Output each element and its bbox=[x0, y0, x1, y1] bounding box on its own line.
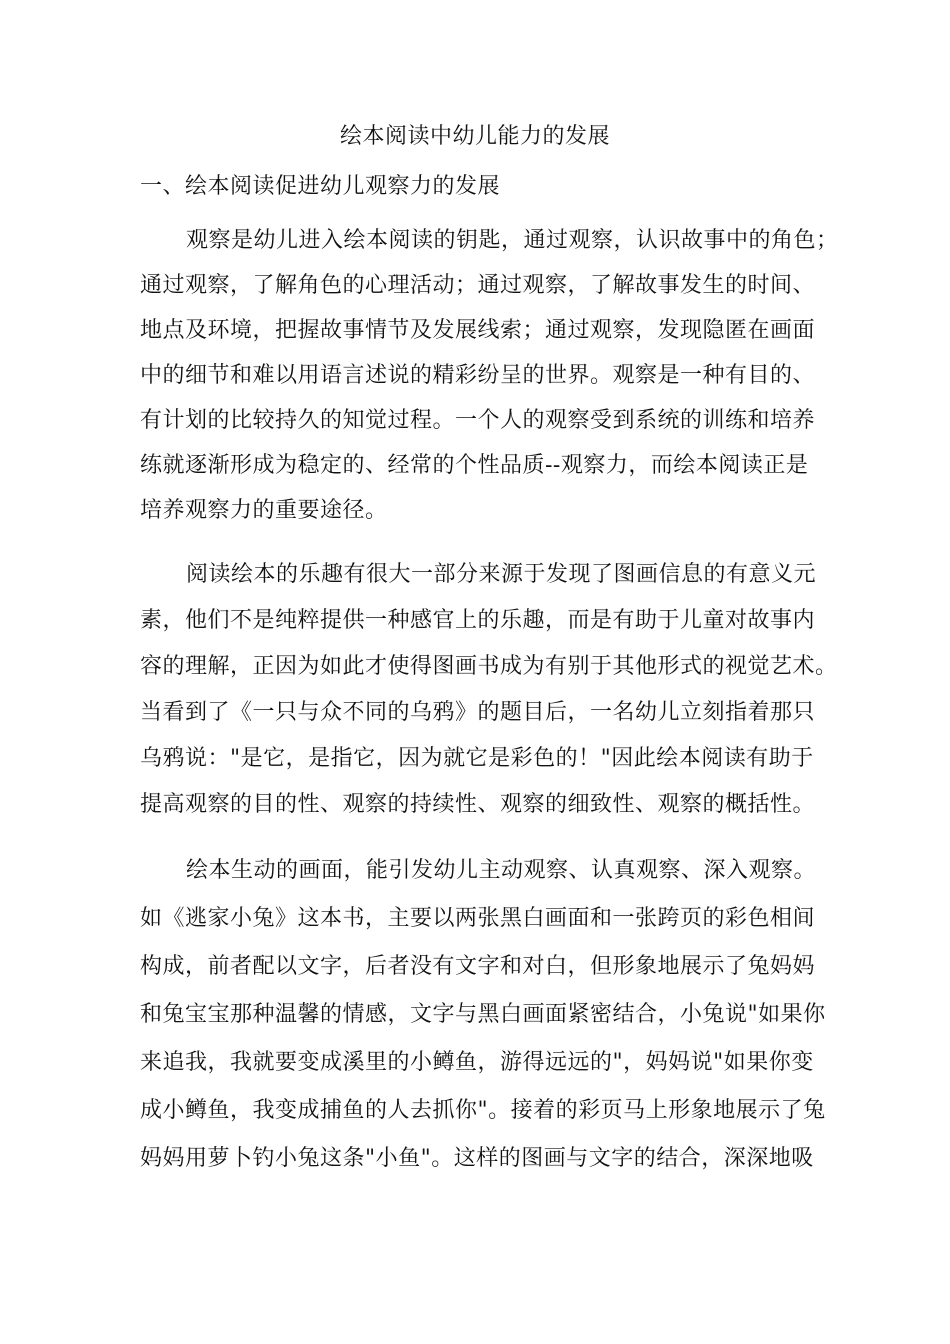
paragraph-line: 通过观察，了解角色的心理活动；通过观察，了解故事发生的时间、 bbox=[140, 273, 816, 298]
paragraph-line: 和兔宝宝那种温馨的情感，文字与黑白画面紧密结合，小兔说"如果你 bbox=[140, 1002, 826, 1027]
paragraph-line: 阅读绘本的乐趣有很大一部分来源于发现了图画信息的有意义元 bbox=[186, 562, 817, 587]
paragraph-line: 练就逐渐形成为稳定的、经常的个性品质--观察力，而绘本阅读正是 bbox=[140, 453, 809, 478]
paragraph-line: 有计划的比较持久的知觉过程。一个人的观察受到系统的训练和培养 bbox=[140, 408, 816, 433]
paragraph-line: 地点及环境，把握故事情节及发展线索；通过观察，发现隐匿在画面 bbox=[140, 318, 816, 343]
paragraph-line: 当看到了《一只与众不同的乌鸦》的题目后，一名幼儿立刻指着那只 bbox=[140, 700, 816, 725]
paragraph-line: 来追我，我就要变成溪里的小鳟鱼，游得远远的"，妈妈说"如果你变 bbox=[140, 1050, 814, 1075]
section-heading: 一、绘本阅读促进幼儿观察力的发展 bbox=[140, 174, 501, 199]
paragraph-line: 妈妈用萝卜钓小兔这条"小鱼"。这样的图画与文字的结合，深深地吸 bbox=[140, 1146, 814, 1171]
paragraph-line: 容的理解，正因为如此才使得图画书成为有别于其他形式的视觉艺术。 bbox=[140, 654, 838, 679]
paragraph-line: 培养观察力的重要途径。 bbox=[140, 498, 388, 523]
paragraph-line: 素，他们不是纯粹提供一种感官上的乐趣，而是有助于儿童对故事内 bbox=[140, 608, 816, 633]
paragraph-line: 构成，前者配以文字，后者没有文字和对白，但形象地展示了兔妈妈 bbox=[140, 954, 816, 979]
paragraph-line: 提高观察的目的性、观察的持续性、观察的细致性、观察的概括性。 bbox=[140, 792, 816, 817]
paragraph-line: 成小鳟鱼，我变成捕鱼的人去抓你"。接着的彩页马上形象地展示了兔 bbox=[140, 1098, 826, 1123]
paragraph-line: 如《逃家小兔》这本书，主要以两张黑白画面和一张跨页的彩色相间 bbox=[140, 906, 816, 931]
paragraph-line: 观察是幼儿进入绘本阅读的钥匙，通过观察，认识故事中的角色； bbox=[186, 228, 839, 253]
paragraph-line: 乌鸦说："是它，是指它，因为就它是彩色的！"因此绘本阅读有助于 bbox=[140, 746, 814, 771]
document-title: 绘本阅读中幼儿能力的发展 bbox=[339, 124, 610, 149]
paragraph-line: 绘本生动的画面，能引发幼儿主动观察、认真观察、深入观察。 bbox=[186, 858, 817, 883]
paragraph-line: 中的细节和难以用语言述说的精彩纷呈的世界。观察是一种有目的、 bbox=[140, 363, 816, 388]
